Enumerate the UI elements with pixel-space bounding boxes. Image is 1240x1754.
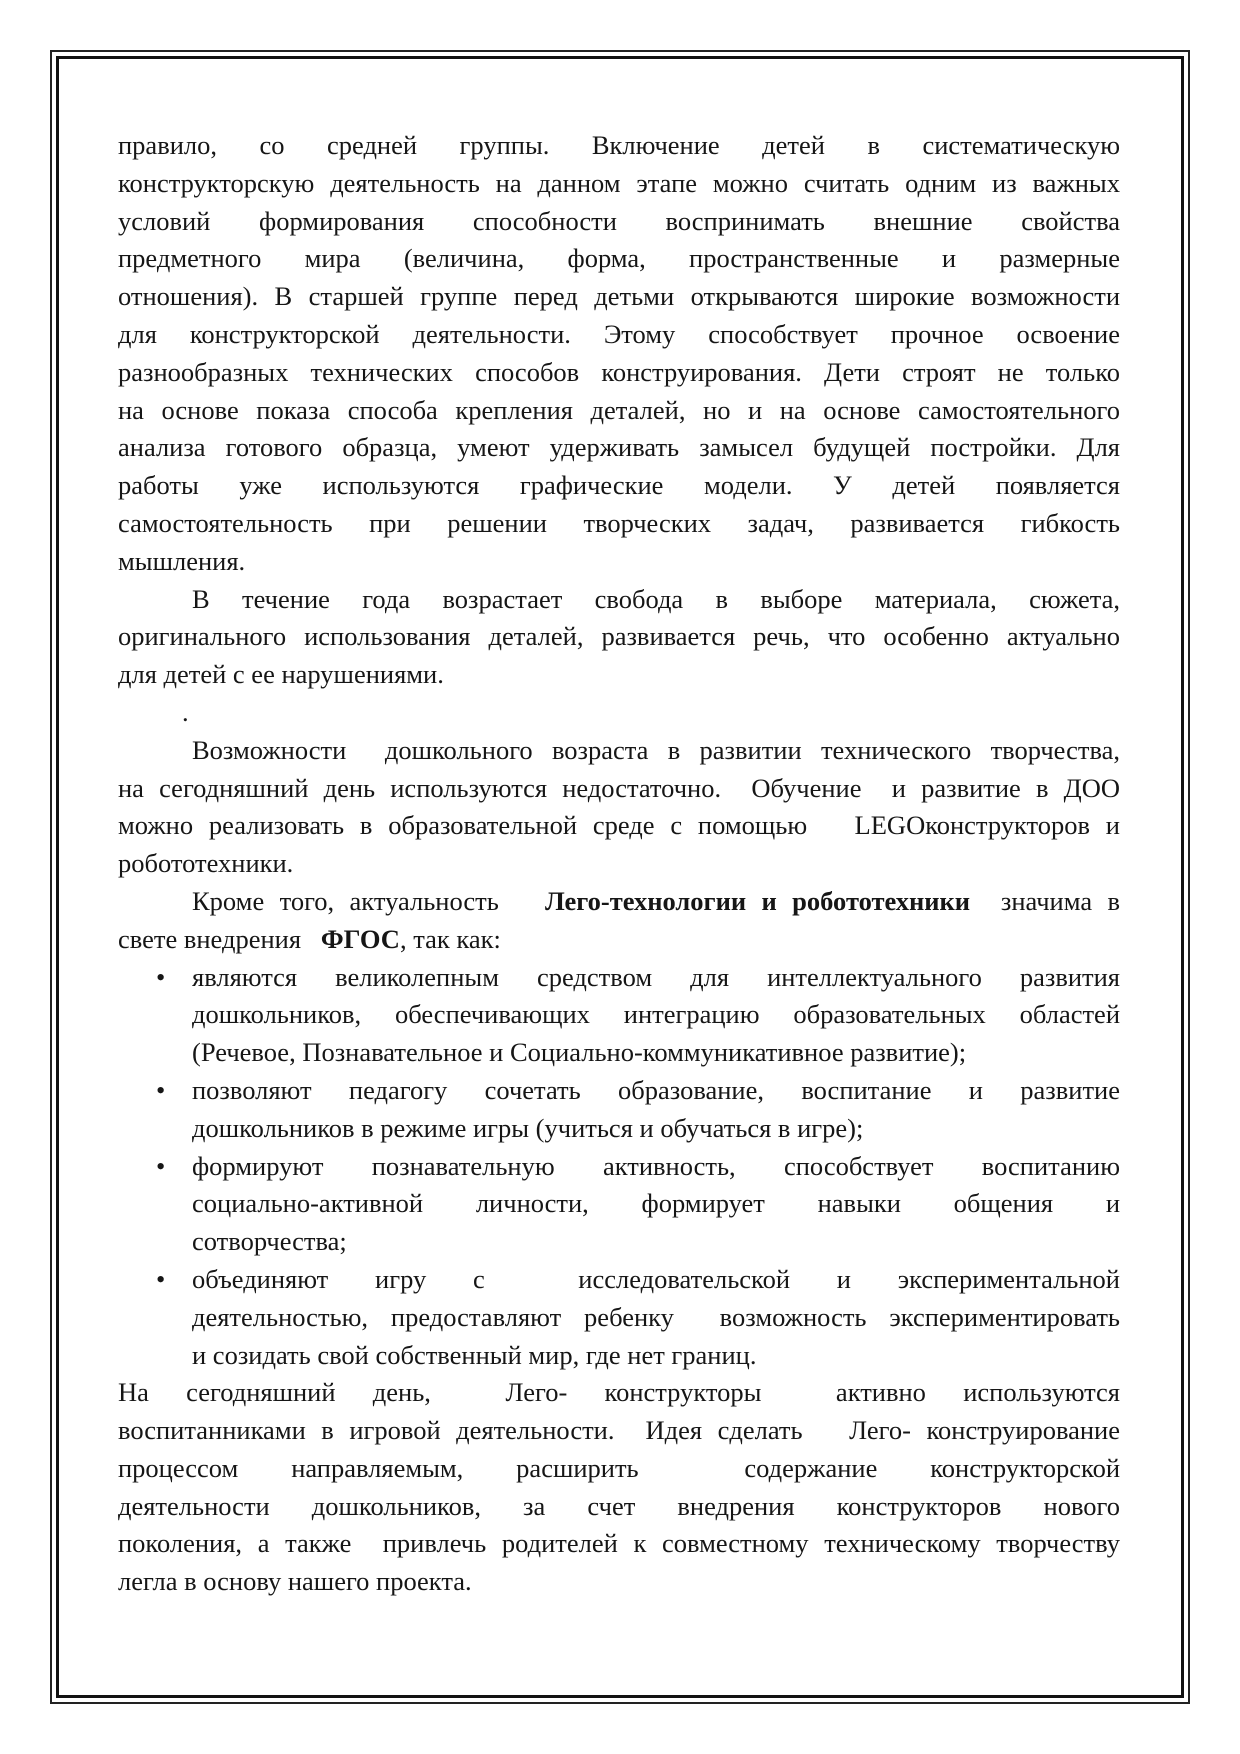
text-span: деятельностью, предоставляют ребенку возможность экспериментировать [192,1301,1120,1332]
text-span: социально-активной личности, формирует навыки общения и [192,1188,1120,1219]
text-line [118,1223,1120,1261]
text-span: легла в основу нашего проекта. [118,1566,472,1597]
paragraph [118,1374,1120,1601]
text-span: Кроме того, актуальность [192,885,545,916]
text-span: На сегодняшний день, Лего- конструкторы активно используются [118,1377,1120,1408]
text-line [118,732,1120,770]
text-line [118,1261,1120,1299]
text-line [118,845,1120,883]
text-line [118,1072,1120,1110]
text-span: работы уже используются графические модели. У детей появляется [118,470,1120,501]
text-line [118,165,1120,203]
text-line [118,354,1120,392]
text-span: деятельности дошкольников, за счет внедрения конструкторов нового [118,1490,1120,1521]
text-span: и созидать свой собственный мир, где нет границ. [192,1339,757,1370]
text-line [118,618,1120,656]
text-line [118,770,1120,808]
bullet-icon: • [156,1150,166,1181]
text-line [118,1185,1120,1223]
text-span: Возможности дошкольного возраста в развитии технического творчества, [192,734,1120,765]
text-line [118,467,1120,505]
text-line [118,921,1120,959]
bullet-item [118,959,1120,1072]
text-line [118,1148,1120,1186]
text-line [118,1337,1120,1375]
text-line [118,1525,1120,1563]
text-line [118,1034,1120,1072]
text-span: объединяют игру с исследовательской и экспериментальной [192,1263,1120,1294]
text-span: мышления. [118,545,246,576]
paragraph [118,581,1120,694]
text-span: отношения). В старшей группе перед детьми открываются широкие возможности [118,281,1120,312]
text-line [118,1563,1120,1601]
text-span: можно реализовать в образовательной среде с помощью LEGOконструкторов и [118,810,1120,841]
text-span: сотворчества; [192,1226,347,1257]
text-span: условий формирования способности воспринимать внешние свойства [118,205,1120,236]
text-span: робототехники. [118,848,294,879]
bold-text: Лего-технологии и робототехники [544,885,971,916]
text-line [118,694,1120,732]
text-span: свете внедрения [118,923,321,954]
text-span: для детей с ее нарушениями. [118,659,444,690]
text-line [118,1110,1120,1148]
text-line [118,1412,1120,1450]
text-line [118,581,1120,619]
text-line [118,240,1120,278]
text-span: самостоятельность при решении творческих задач, развивается гибкость [118,507,1120,538]
text-line [118,883,1120,921]
text-line [118,127,1120,165]
text-line [118,278,1120,316]
stray-dot [118,694,1120,732]
text-span: позволяют педагогу сочетать образование, воспитание и развитие [192,1074,1120,1105]
text-span: В течение года возрастает свобода в выборе материала, сюжета, [192,583,1120,614]
paragraph [118,883,1120,959]
text-line [118,429,1120,467]
text-line [118,656,1120,694]
text-span: разнообразных технических способов конструирования. Дети строят не только [118,356,1120,387]
text-span: конструкторскую деятельность на данном этапе можно считать одним из важных [118,167,1120,198]
text-span: анализа готового образца, умеют удерживать замысел будущей постройки. Для [118,432,1120,463]
text-line [118,1299,1120,1337]
bullet-item [118,1148,1120,1261]
document-body [118,127,1120,1601]
text-span: дошкольников, обеспечивающих интеграцию образовательных областей [192,999,1120,1030]
text-line [118,392,1120,430]
text-line [118,1450,1120,1488]
bold-text: ФГОС [320,923,400,954]
text-span: правило, со средней группы. Включение детей в систематическую [118,130,1120,160]
text-span: оригинального использования деталей, развивается речь, что особенно актуально [118,621,1120,652]
text-span: воспитанниками в игровой деятельности. Идея сделать Лего- конструирование [118,1415,1120,1446]
text-line [118,316,1120,354]
text-line [118,996,1120,1034]
bullet-icon: • [156,1263,166,1294]
text-span: предметного мира (величина, форма, пространственные и размерные [118,243,1120,274]
text-span: для конструкторской деятельности. Этому способствует прочное освоение [118,318,1120,349]
text-line [118,543,1120,581]
text-line [118,505,1120,543]
text-span: (Речевое, Познавательное и Социально-коммуникативное развитие); [192,1037,967,1068]
text-span: . [182,696,189,727]
paragraph [118,732,1120,883]
text-span: процессом направляемым, расширить содержание конструкторской [118,1452,1120,1483]
text-span: на сегодняшний день используются недостаточно. Обучение и развитие в ДОО [118,772,1120,803]
bullet-icon: • [156,1074,166,1105]
text-span: значима в [970,885,1120,916]
text-line [118,1374,1120,1412]
text-span: , так как: [399,923,501,954]
bullet-item [118,1261,1120,1374]
text-line [118,203,1120,241]
bullet-icon: • [156,961,166,992]
text-span: формируют познавательную активность, способствует воспитанию [192,1150,1120,1181]
text-span: на основе показа способа крепления деталей, но и на основе самостоятельного [118,394,1120,425]
text-span: поколения, а также привлечь родителей к совместному техническому творчеству [118,1528,1120,1559]
text-line [118,1488,1120,1526]
text-span: дошкольников в режиме игры (учиться и обучаться в игре); [192,1112,864,1143]
paragraph [118,127,1120,581]
bullet-item [118,1072,1120,1148]
text-line [118,807,1120,845]
text-span: являются великолепным средством для интеллектуального развития [192,961,1120,992]
text-line [118,959,1120,997]
